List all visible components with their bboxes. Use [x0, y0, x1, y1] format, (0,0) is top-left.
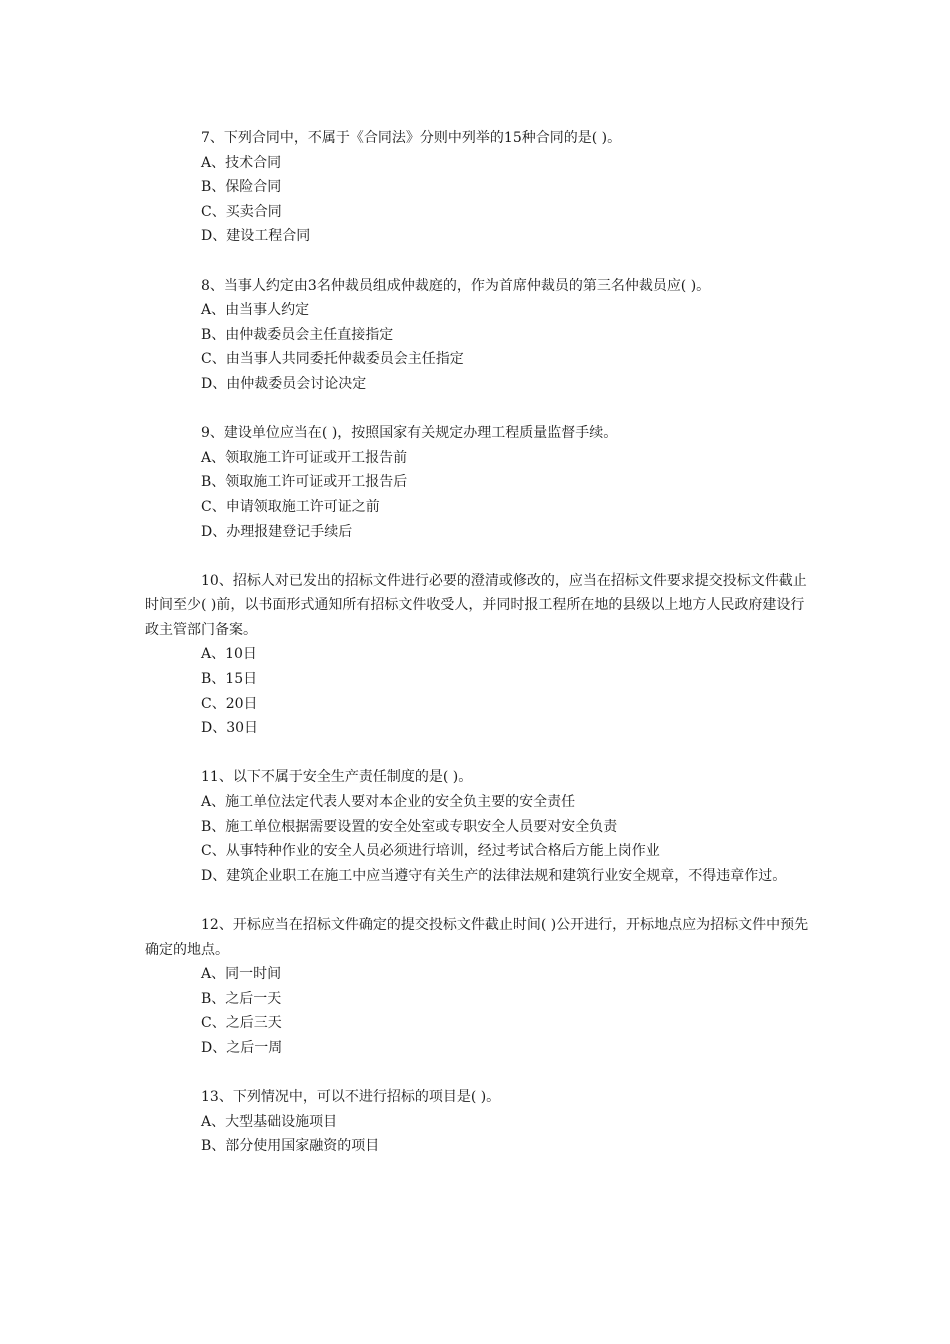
option-c: C、从事特种作业的安全人员必须进行培训，经过考试合格后方能上岗作业: [201, 843, 660, 860]
question-13: [145, 1085, 810, 1159]
option-d: D、办理报建登记手续后: [201, 523, 353, 540]
option-d: D、30日: [201, 720, 259, 737]
option-a: A、由当事人约定: [201, 302, 310, 319]
option-b: B、15日: [201, 671, 258, 688]
option-b: B、由仲裁委员会主任直接指定: [201, 326, 394, 343]
option-a: A、领取施工许可证或开工报告前: [201, 449, 408, 466]
option-a: A、同一时间: [201, 966, 282, 983]
question-9: [145, 421, 810, 544]
option-c: C、申请领取施工许可证之前: [201, 498, 380, 515]
question-list: [145, 126, 810, 1184]
question-10: [145, 569, 810, 741]
option-a: A、技术合同: [201, 154, 282, 171]
question-stem: 9、建设单位应当在( )，按照国家有关规定办理工程质量监督手续。: [201, 425, 618, 442]
question-stem: 7、下列合同中，不属于《合同法》分则中列举的15种合同的是( )。: [201, 130, 622, 146]
option-b: B、之后一天: [201, 990, 282, 1007]
option-d: D、之后一周: [201, 1039, 283, 1056]
option-c: C、买卖合同: [201, 203, 282, 220]
option-a: A、施工单位法定代表人要对本企业的安全负主要的安全责任: [201, 794, 576, 811]
question-8: [145, 274, 810, 397]
option-d: D、由仲裁委员会讨论决定: [201, 375, 367, 392]
option-c: C、20日: [201, 695, 258, 712]
option-a: A、10日: [201, 646, 257, 663]
question-stem: 11、以下不属于安全生产责任制度的是( )。: [201, 769, 473, 786]
question-stem: 8、当事人约定由3名仲裁员组成仲裁庭的，作为首席仲裁员的第三名仲裁员应( )。: [201, 277, 711, 294]
option-b: B、部分使用国家融资的项目: [201, 1138, 380, 1155]
option-a: A、大型基础设施项目: [201, 1113, 338, 1130]
question-12: [145, 913, 810, 1061]
option-d: D、建设工程合同: [201, 228, 311, 245]
option-d: D、建筑企业职工在施工中应当遵守有关生产的法律法规和建筑行业安全规章，不得违章作过。: [201, 867, 787, 884]
question-stem: 12、开标应当在招标文件确定的提交投标文件截止时间( )公开进行，开标地点应为招标文件中预先确定的地点。: [145, 917, 809, 958]
option-b: B、保险合同: [201, 179, 282, 196]
question-7: [145, 126, 810, 249]
option-c: C、之后三天: [201, 1015, 282, 1032]
option-c: C、由当事人共同委托仲裁委员会主任指定: [201, 351, 464, 368]
option-b: B、领取施工许可证或开工报告后: [201, 474, 408, 491]
question-stem: 10、招标人对已发出的招标文件进行必要的澄清或修改的，应当在招标文件要求提交投标文件截止时间至少( )前，以书面形式通知所有招标文件收受人，并同时报工程所在地的县级以上地方人民政府建设行政主管部门备案。: [145, 572, 807, 638]
question-stem: 13、下列情况中，可以不进行招标的项目是( )。: [201, 1089, 501, 1106]
question-11: [145, 765, 810, 888]
option-b: B、施工单位根据需要设置的安全处室或专职安全人员要对安全负责: [201, 818, 618, 835]
